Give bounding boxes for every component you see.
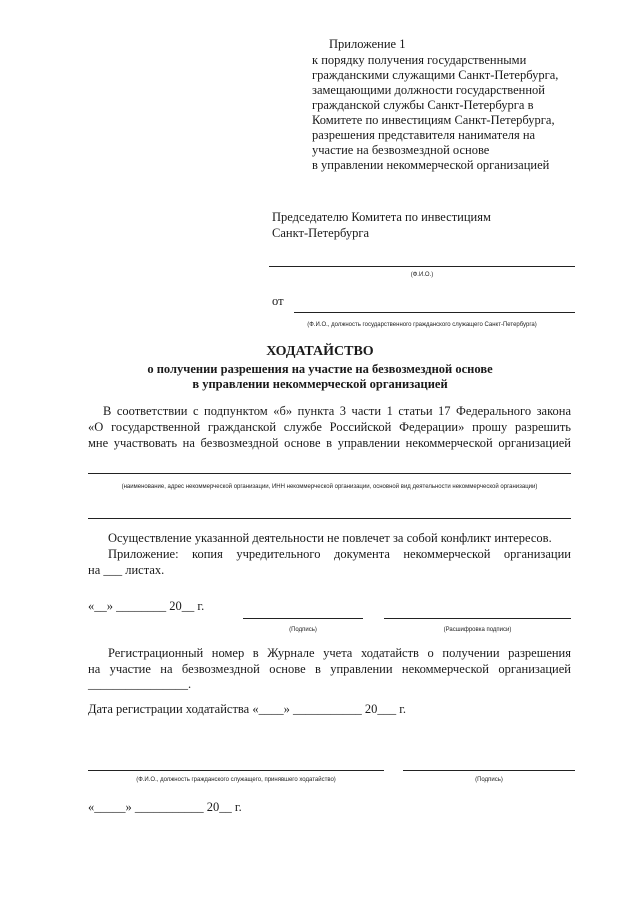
- org-caption: (наименование, адрес некоммерческой организации, ИНН некоммерческой организации, основной вид деятельности некоммерческой организации): [121, 484, 538, 490]
- decode-caption: (Расшифровка подписи): [443, 627, 512, 633]
- receiver-sign-line: [403, 770, 575, 771]
- receiver-line: [88, 770, 384, 771]
- attachment-line: Приложение: копия учредительного документа некоммерческой организации: [108, 547, 571, 561]
- signature-line: [243, 618, 363, 619]
- registration-number: ________________.: [88, 677, 192, 691]
- heading-line: о получении разрешения на участие на безвозмездной основе: [147, 362, 493, 376]
- heading-line: в управлении некоммерческой организацией: [192, 377, 448, 391]
- appendix-line: разрешения представителя нанимателя на: [312, 128, 536, 142]
- appendix-title: Приложение 1: [329, 37, 406, 51]
- signature-caption: (Подпись): [289, 627, 317, 633]
- appendix-text: [312, 53, 558, 173]
- appendix-line: к порядку получения государственными: [312, 53, 527, 67]
- addressee-line: Санкт-Петербурга: [272, 226, 370, 240]
- registration-line: на участие на безвозмездной основе в управлении некоммерческой организацией: [88, 662, 571, 676]
- appendix-line: замещающими должности государственной: [312, 83, 545, 97]
- document-title: ХОДАТАЙСТВО: [266, 344, 374, 359]
- appendix-line: гражданскими служащими Санкт-Петербурга,: [312, 68, 559, 82]
- fio-line: [269, 266, 575, 267]
- from-label: от: [272, 294, 284, 308]
- receiver-caption: (Ф.И.О., должность гражданского служащего, принявшего ходатайство): [136, 777, 336, 783]
- attachment-line: на ___ листах.: [88, 563, 165, 577]
- appendix-line: Комитете по инвестициям Санкт-Петербурга,: [312, 113, 555, 127]
- decode-line: [384, 618, 571, 619]
- appendix-line: участие на безвозмездной основе: [312, 143, 490, 157]
- body-line: В соответствии с подпунктом «б» пункта 3 части 1 статьи 17 Федерального закона: [103, 404, 571, 418]
- from-caption: (Ф.И.О., должность государственного гражданского служащего Санкт-Петербурга): [307, 322, 537, 328]
- registration-date: Дата регистрации ходатайства «____» ___________ 20___ г.: [88, 702, 407, 716]
- org-line-2: [88, 518, 571, 519]
- receiver-sign-caption: (Подпись): [475, 777, 503, 783]
- appendix-line: гражданской службы Санкт-Петербурга в: [312, 98, 534, 112]
- conflict-text: Осуществление указанной деятельности не повлечет за собой конфликт интересов.: [108, 531, 552, 545]
- receiver-date: «_____» ___________ 20__ г.: [88, 800, 242, 814]
- registration-line: Регистрационный номер в Журнале учета ходатайств о получении разрешения: [108, 646, 571, 660]
- appendix-line: в управлении некоммерческой организацией: [312, 158, 550, 172]
- from-line: [294, 312, 575, 313]
- addressee-line: Председателю Комитета по инвестициям: [272, 210, 491, 224]
- fio-caption: (Ф.И.О.): [410, 272, 434, 278]
- body-line: «О государственной гражданской службе Российской Федерации» прошу разрешить: [88, 420, 571, 434]
- signature-date: «__» ________ 20__ г.: [88, 599, 205, 613]
- body-line: мне участвовать на безвозмездной основе в управлении некоммерческой организацией: [88, 436, 571, 450]
- org-line: [88, 473, 571, 474]
